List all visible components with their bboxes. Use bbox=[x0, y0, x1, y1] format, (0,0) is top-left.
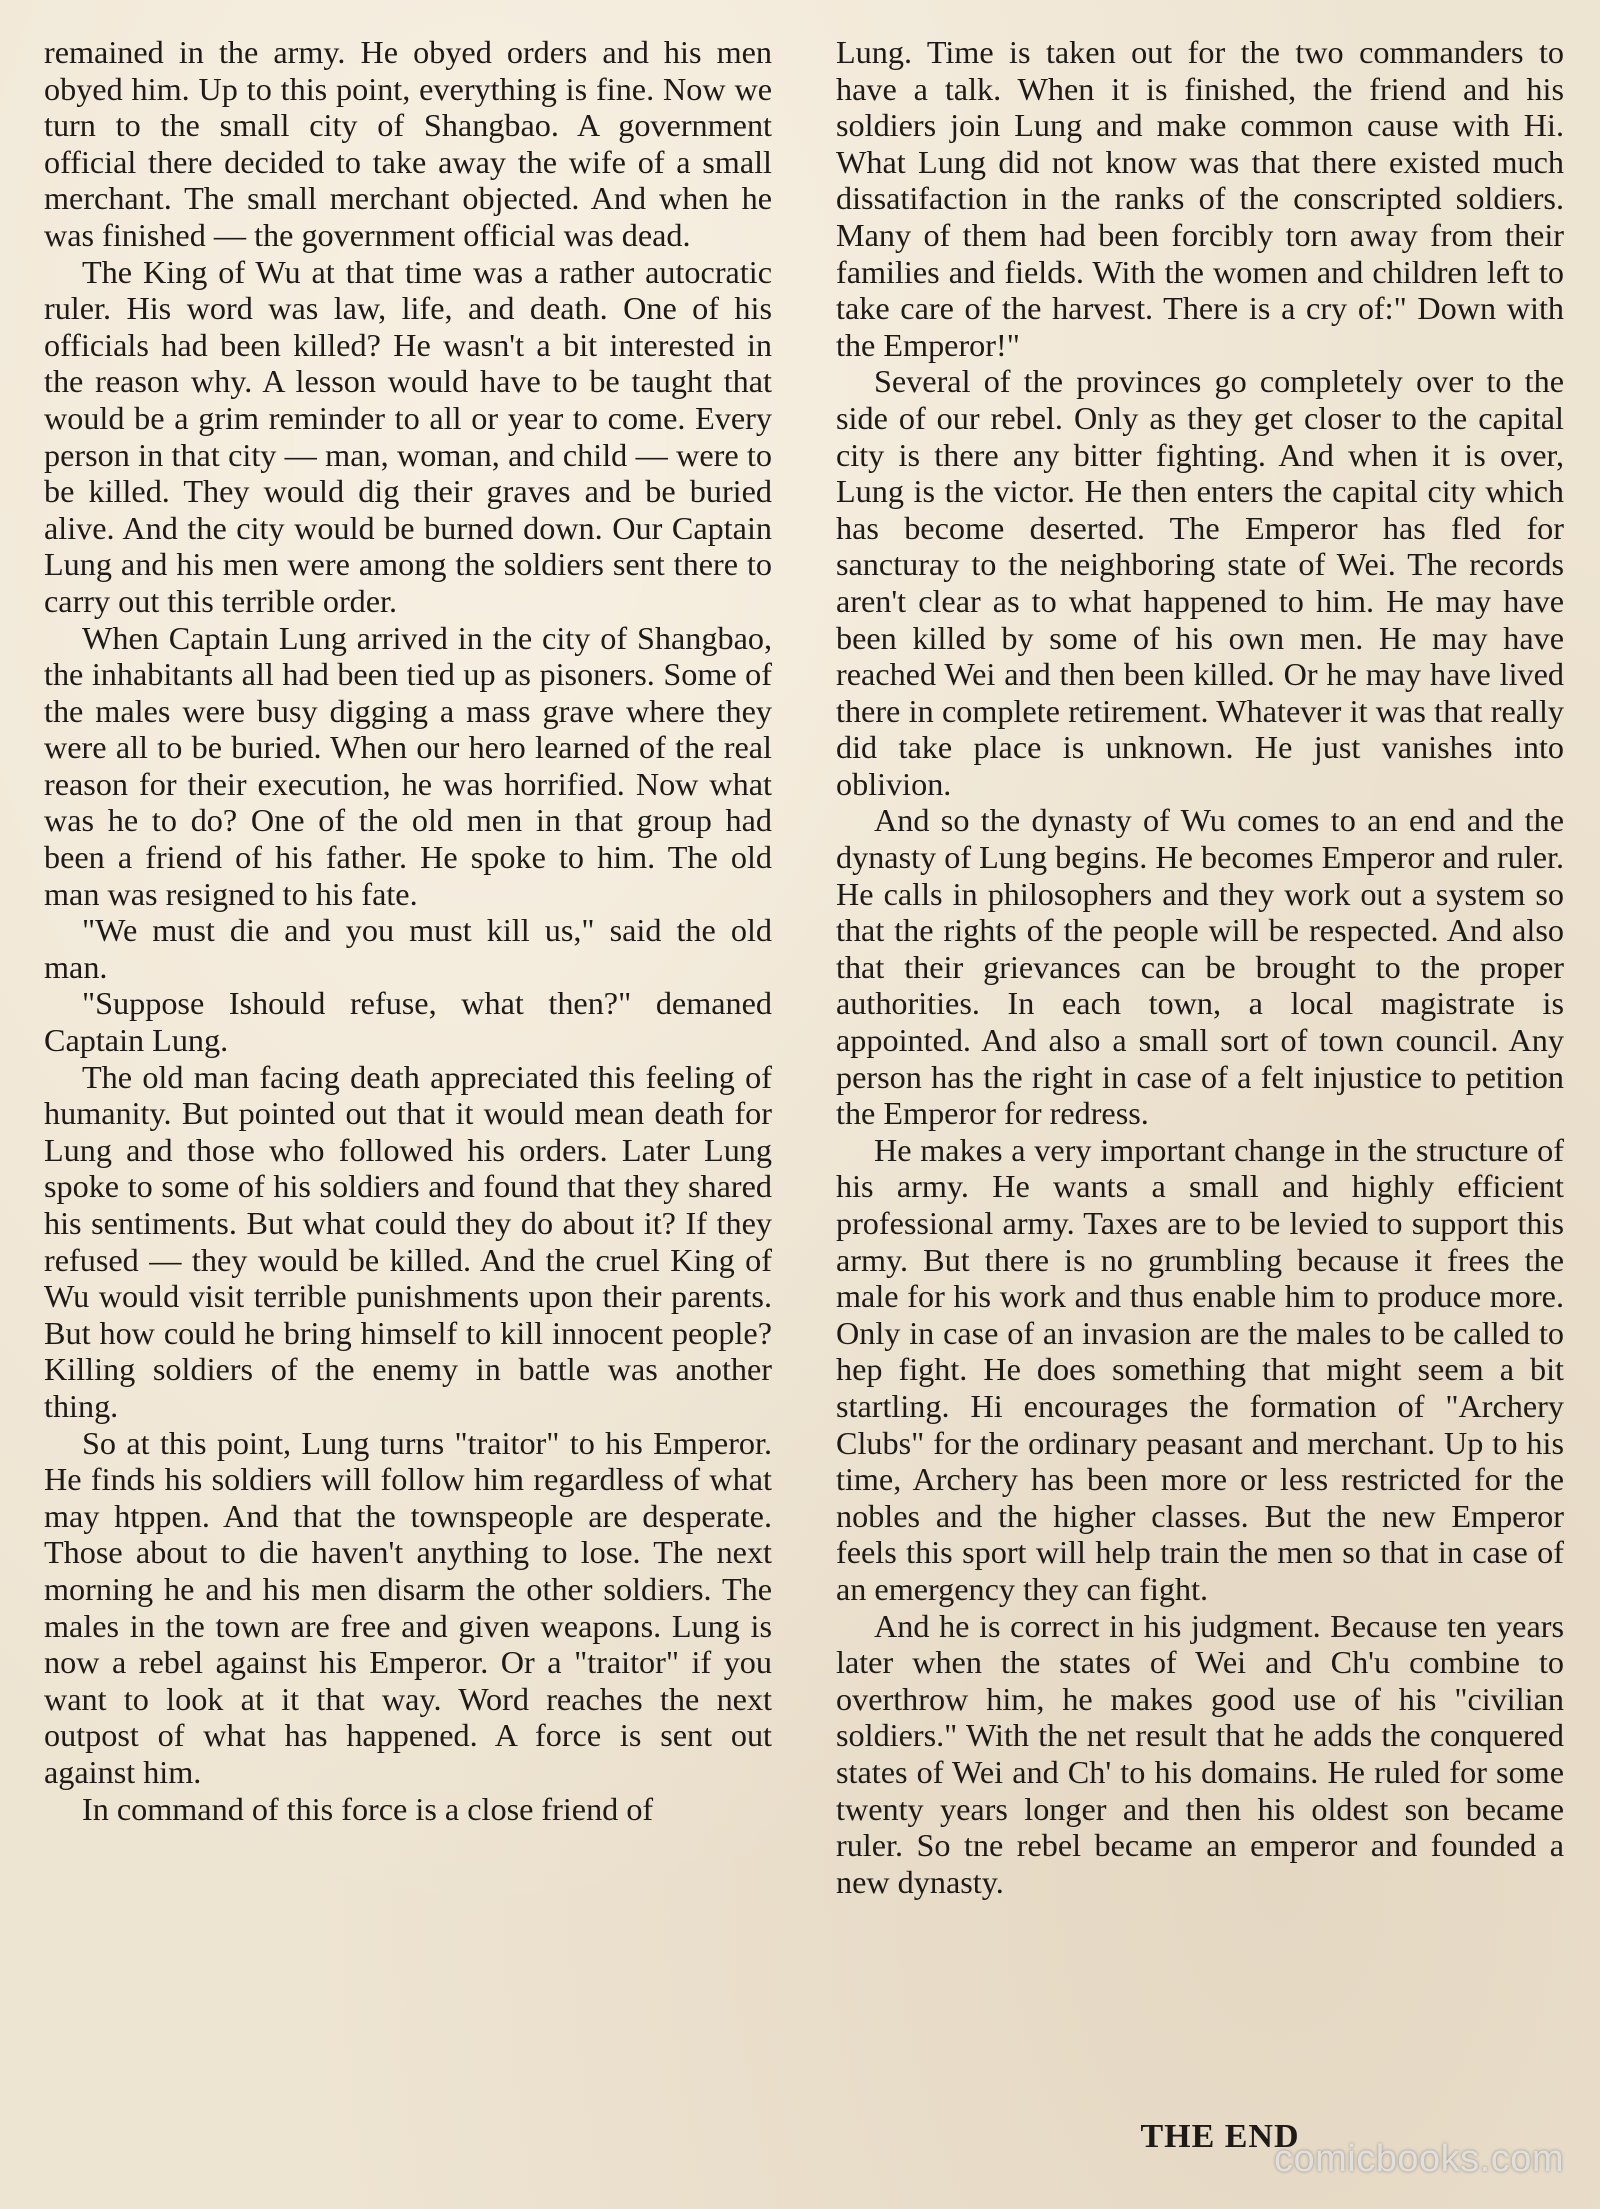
story-paragraph: He makes a very important change in the structure of his army. He wants a small and highly efficient professional army. Taxes are to be levied to support this army. But there is no grumbling because it frees the male for his work and thus enable him to produce more. Only in case of an invasion are the males to be called to hep fight. He does something that might seem a bit startling. Hi encourages the formation of "Archery Clubs" for the ordinary peasant and merchant. Up to his time, Archery has been more or less restricted for the nobles and the higher classes. But the new Emperor feels this sport will help train the men so that in case of an emergency they can fight. bbox=[836, 1131, 1564, 1607]
story-paragraph: So at this point, Lung turns "traitor" to his Emperor. He finds his soldiers will follow him regardless of what may htppen. And that the townspeople are desperate. Those about to die haven't anything to lose. The next morning he and his men disarm the other soldiers. The males in the town are free and given weapons. Lung is now a rebel against his Emperor. Or a "traitor" if you want to look at it that way. Word reaches the next outpost of what has happened. A force is sent out against him. bbox=[44, 1424, 772, 1790]
story-paragraph: And so the dynasty of Wu comes to an end and the dynasty of Lung begins. He becomes Emperor and ruler. He calls in philosophers and they work out a system so that the rights of the people will be respected. And also that their grievances can be brought to the proper authorities. In each town, a local magistrate is appointed. And also a small sort of town council. Any person has the right in case of a felt injustice to petition the Emperor for redress. bbox=[836, 802, 1564, 1132]
site-watermark: comicbooks.com bbox=[1274, 2138, 1564, 2180]
story-paragraph: Several of the provinces go completely over to the side of our rebel. Only as they get closer to the capital city is there any bitter fighting. And when it is over, Lung is the victor. He then enters the capital city which has become deserted. The Emperor has fled for sancturay to the neighboring state of Wei. The records aren't clear as to what happened to him. He may have been killed by some of his own men. He may have reached Wei and then been killed. Or he may have lived there in complete retirement. Whatever it was that really did take place is unknown. He just vanishes into oblivion. bbox=[836, 363, 1564, 802]
dialogue-paragraph: "Suppose Ishould refuse, what then?" demaned Captain Lung. bbox=[44, 985, 772, 1059]
story-paragraph: The King of Wu at that time was a rather autocratic ruler. His word was law, life, and death. One of his officials had been killed? He wasn't a bit interested in the reason why. A lesson would have to be taught that would be a grim reminder to all or year to come. Every person in that city — man, woman, and child — were to be killed. They would dig their graves and be buried alive. And the city would be burned down. Our Captain Lung and his men were among the soldiers sent there to carry out this terrible order. bbox=[44, 253, 772, 619]
story-paragraph: And he is correct in his judgment. Because ten years later when the states of Wei and Ch'u combine to overthrow him, he makes good use of his "civilian soldiers." With the net result that he adds the conquered states of Wei and Ch' to his domains. He ruled for some twenty years longer and then his oldest son became ruler. So tne rebel became an emperor and founded a new dynasty. bbox=[836, 1607, 1564, 1900]
story-paragraph: The old man facing death appreciated this feeling of humanity. But pointed out that it would mean death for Lung and those who followed his orders. Later Lung spoke to some of his soldiers and found that they shared his sentiments. But what could they do about it? If they refused — they would be killed. And the cruel King of Wu would visit terrible punishments upon their parents. But how could he bring himself to kill innocent people? Killing soldiers of the enemy in battle was another thing. bbox=[44, 1058, 772, 1424]
story-paragraph: When Captain Lung arrived in the city of Shangbao, the inhabitants all had been tied up as pisoners. Some of the males were busy digging a mass grave where they were all to be buried. When our hero learned of the real reason for their execution, he was horrified. Now what was he to do? One of the old men in that group had been a friend of his father. He spoke to him. The old man was resigned to his fate. bbox=[44, 619, 772, 912]
left-text-column bbox=[44, 34, 772, 1827]
right-text-column bbox=[836, 34, 1564, 1900]
story-paragraph: remained in the army. He obyed orders and his men obyed him. Up to this point, everything is fine. Now we turn to the small city of Shangbao. A government official there decided to take away the wife of a small merchant. The small merchant objected. And when he was finished — the government official was dead. bbox=[44, 34, 772, 253]
story-paragraph: In command of this force is a close friend of bbox=[82, 1790, 654, 1827]
dialogue-paragraph: "We must die and you must kill us," said the old man. bbox=[44, 912, 772, 985]
the-end-label: THE END bbox=[1140, 2118, 1300, 2155]
story-paragraph: Lung. Time is taken out for the two commanders to have a talk. When it is finished, the friend and his soldiers join Lung and make common cause with Hi. What Lung did not know was that there existed much dissatifaction in the ranks of the conscripted soldiers. Many of them had been forcibly torn away from their families and fields. With the women and children left to take care of the harvest. There is a cry of:" Down with the Emperor!" bbox=[836, 34, 1564, 363]
